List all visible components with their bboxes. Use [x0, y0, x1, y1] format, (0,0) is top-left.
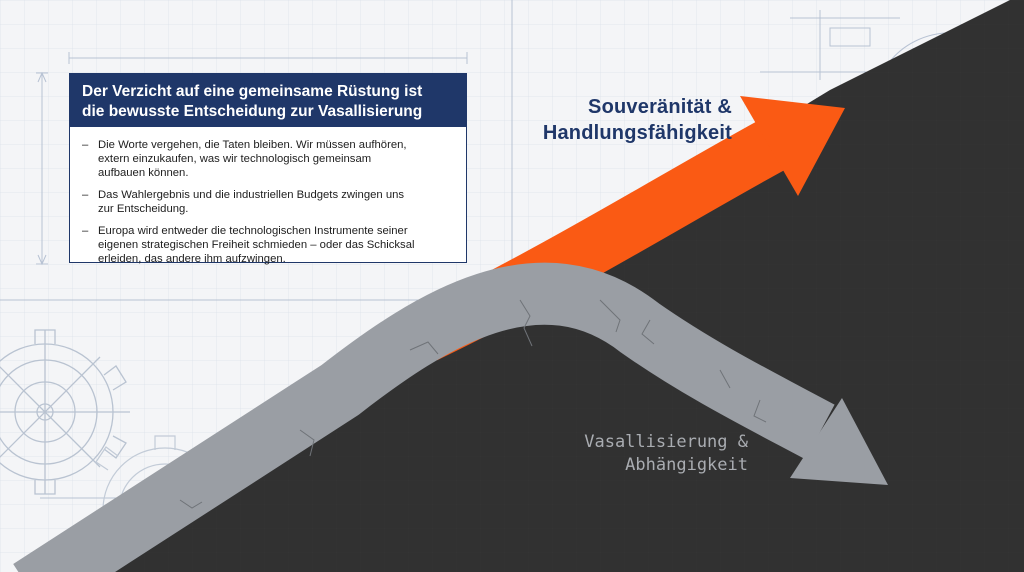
sovereignty-label-line: Souveränität &	[588, 96, 732, 118]
card-title-line: Der Verzicht auf eine gemeinsame Rüstung ist	[82, 83, 423, 100]
bullet-line: erleiden, das andere ihm aufzwingen.	[98, 253, 286, 265]
bullet-text	[98, 188, 404, 216]
bullet-line: Die Worte vergehen, die Taten bleiben. Wir müssen aufhören,	[98, 139, 407, 151]
list-item	[82, 188, 454, 216]
bullet-dash: –	[82, 189, 89, 201]
bullet-dash: –	[82, 139, 89, 151]
list-item	[82, 138, 454, 180]
dependency-label-line: Vasallisierung &	[584, 432, 748, 452]
dependency-label-line: Abhängigkeit	[625, 455, 748, 475]
bullet-text	[98, 138, 407, 180]
card-bullets	[70, 127, 466, 266]
sovereignty-label	[543, 94, 732, 146]
card-title-line: die bewusste Entscheidung zur Vasallisierung	[82, 103, 423, 120]
card-title	[70, 74, 466, 127]
dependency-label	[584, 431, 748, 477]
bullet-line: zur Entscheidung.	[98, 203, 189, 215]
list-item	[82, 224, 454, 266]
bullet-line: extern einzukaufen, was wir technologisch gemeinsam	[98, 153, 372, 165]
statement-card	[69, 73, 467, 263]
bullet-line: eigenen strategischen Freiheit schmieden – oder das Schicksal	[98, 239, 415, 251]
bullet-line: Das Wahlergebnis und die industriellen Budgets zwingen uns	[98, 189, 405, 201]
bullet-text	[98, 224, 415, 266]
bullet-dash: –	[82, 225, 89, 237]
bullet-line: Europa wird entweder die technologischen Instrumente seiner	[98, 225, 408, 237]
bullet-line: aufbauen können.	[98, 167, 189, 179]
sovereignty-label-line: Handlungsfähigkeit	[542, 122, 732, 144]
